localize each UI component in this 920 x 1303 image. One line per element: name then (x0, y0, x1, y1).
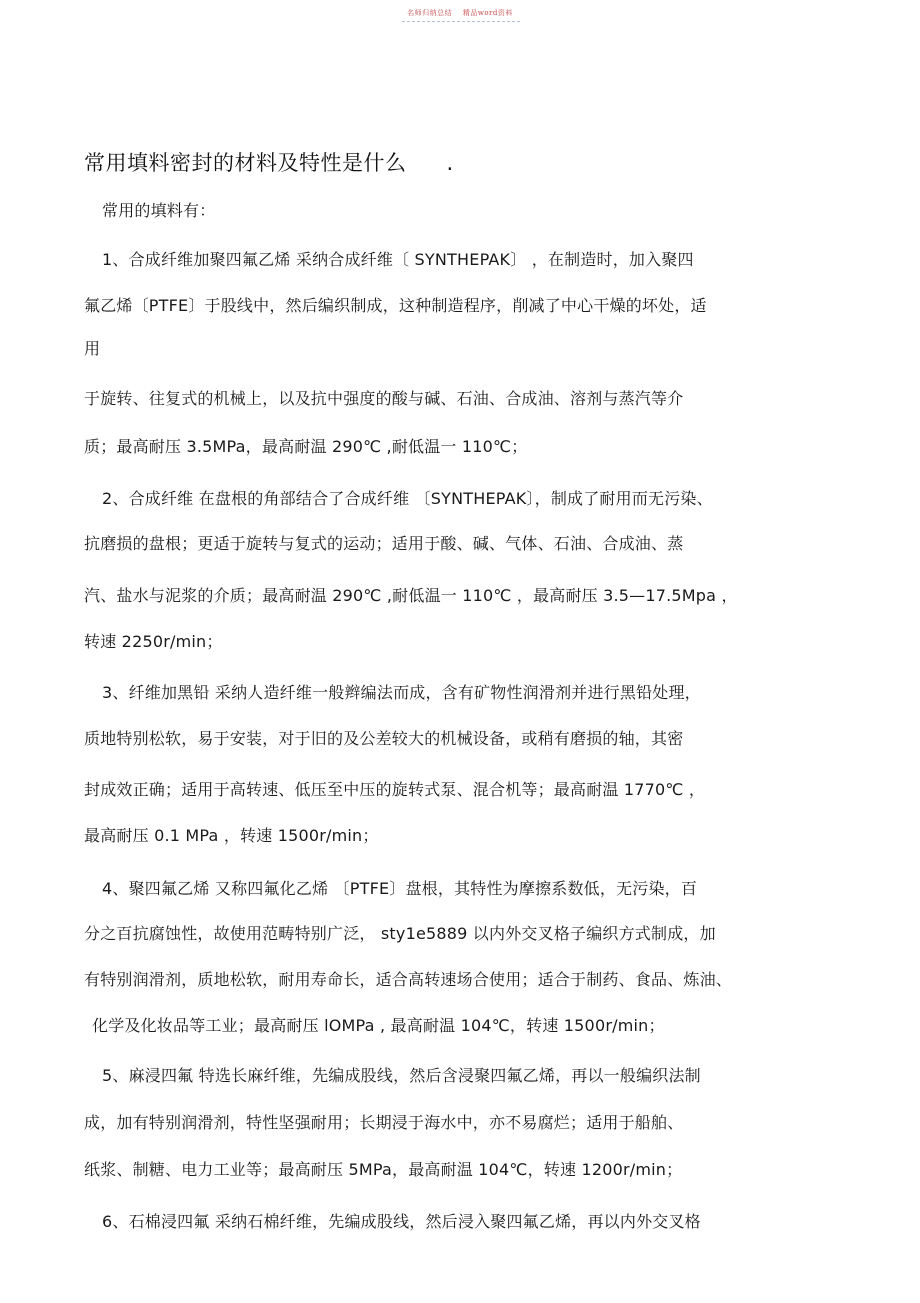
paragraph-line: 成，加有特别润滑剂，特性坚强耐用；长期浸于海水中，亦不易腐烂；适用于船舶、 (84, 1113, 684, 1132)
page-title-punct: . (446, 151, 454, 175)
page-title (84, 147, 454, 177)
paragraph-line: 质；最高耐压 3.5MPa，最高耐温 290℃ ,耐低温一 110℃； (84, 437, 528, 456)
paragraph-line: 抗磨损的盘根；更适于旋转与复式的运动；适用于酸、碱、气体、石油、合成油、蒸 (84, 534, 684, 553)
header-left-text: 名师归纳总结 (407, 9, 453, 17)
paragraph-line: 封成效正确；适用于高转速、低压至中压的旋转式泵、混合机等；最高耐温 1770℃ ， (84, 780, 706, 799)
paragraph-line: 转速 2250r/min； (84, 632, 223, 651)
paragraph-line: 5、麻浸四氟 特选长麻纤维，先编成股线，然后含浸聚四氟乙烯，再以一般编织法制 (102, 1066, 701, 1085)
paragraph-line: 分之百抗腐蚀性，故使用范畴特别广泛， sty1e5889 以内外交叉格子编织方式制成，加 (84, 924, 716, 943)
paragraph-line: 4、聚四氟乙烯 又称四氟化乙烯 〔PTFE〕盘根，其特性为摩擦系数低，无污染，百 (102, 879, 698, 898)
paragraph-line: 汽、盐水与泥浆的介质；最高耐温 290℃ ,耐低温一 110℃ ，最高耐压 3.5—17.5Mpa ， (84, 586, 738, 605)
paragraph-line: 质地特别松软，易于安装，对于旧的及公差较大的机械设备，或稍有磨损的轴，其密 (84, 729, 684, 748)
paragraph-line: 6、石棉浸四氟 采纳石棉纤维，先编成股线，然后浸入聚四氟乙烯，再以内外交叉格 (102, 1212, 701, 1231)
paragraph-line: 用 (84, 339, 101, 358)
paragraph-line: 氟乙烯〔PTFE〕于股线中，然后编织制成，这种制造程序，削减了中心干燥的坏处，适 (84, 296, 707, 315)
header-right-text: 精品word资料 (462, 9, 513, 17)
header-divider (402, 21, 520, 22)
paragraph-line: 于旋转、往复式的机械上，以及抗中强度的酸与碱、石油、合成油、溶剂与蒸汽等介 (84, 389, 684, 408)
intro-line: 常用的填料有： (102, 201, 216, 220)
paragraph-line: 化学及化妆品等工业；最高耐压 lOMPa , 最高耐温 104℃，转速 1500r/min； (92, 1016, 665, 1035)
page-header (0, 8, 920, 18)
page-title-text: 常用填料密封的材料及特性是什么 (84, 151, 407, 175)
paragraph-line: 有特别润滑剂，质地松软，耐用寿命长，适合高转速场合使用；适合于制药、食品、炼油、 (84, 970, 733, 989)
paragraph-line: 最高耐压 0.1 MPa ，转速 1500r/min； (84, 826, 379, 845)
paragraph-line: 纸浆、制糖、电力工业等；最高耐压 5MPa，最高耐温 104℃，转速 1200r/min； (84, 1160, 683, 1179)
paragraph-line: 3、纤维加黑铅 采纳人造纤维一般辫编法而成，含有矿物性润滑剂并进行黑铅处理， (102, 683, 701, 702)
paragraph-line: 1、合成纤维加聚四氟乙烯 采纳合成纤维〔 SYNTHEPAK〕 ，在制造时，加入聚四 (102, 250, 694, 269)
paragraph-line: 2、合成纤维 在盘根的角部结合了合成纤维 〔SYNTHEPAK〕，制成了耐用而无污染、 (102, 489, 713, 508)
